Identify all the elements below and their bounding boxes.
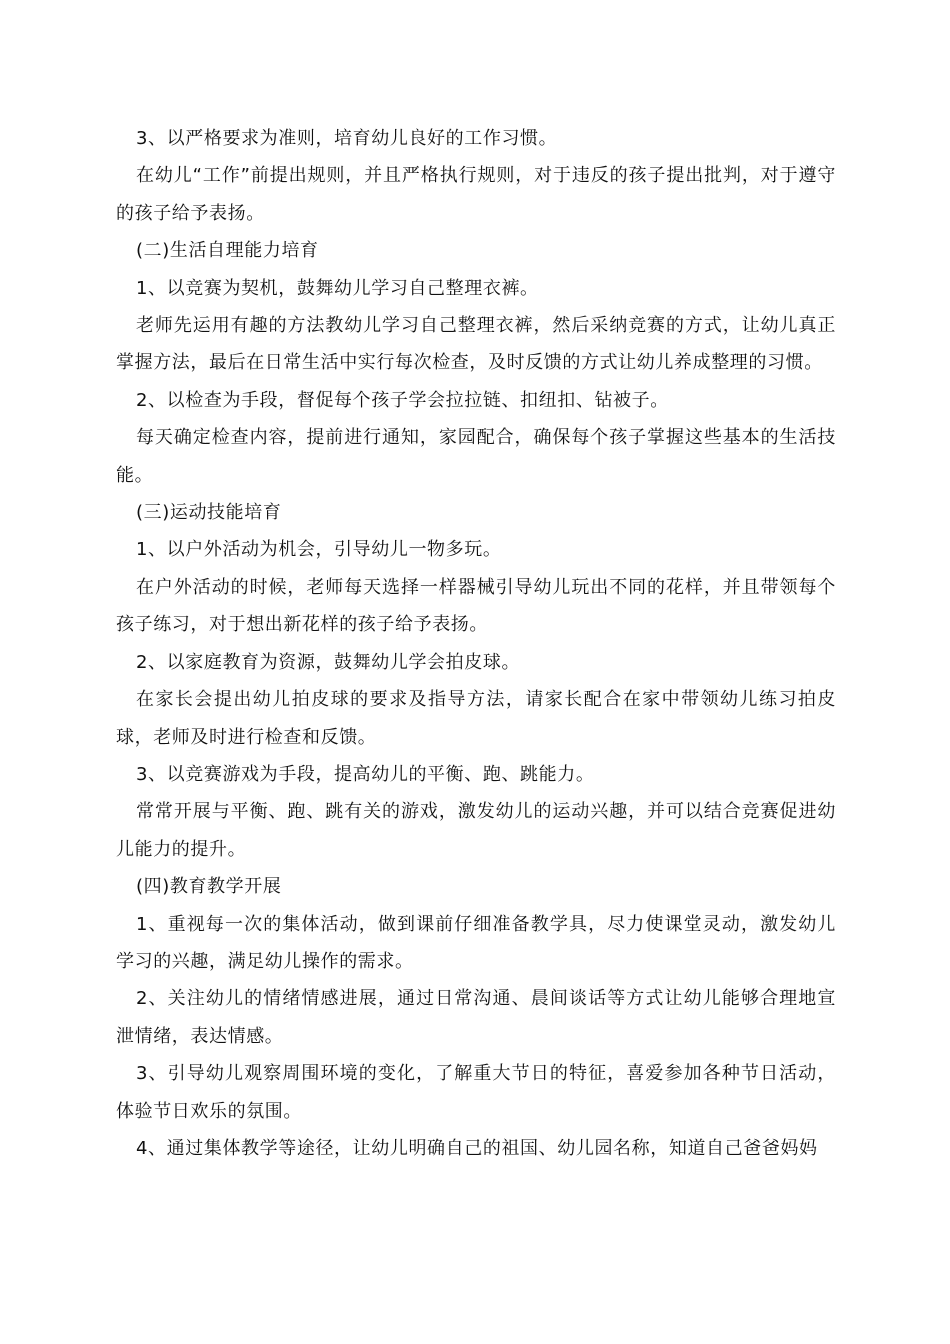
list-item-motherland: 4、通过集体教学等途径，让幼儿明确自己的祖国、幼儿园名称，知道自己爸爸妈妈 [136, 1137, 818, 1159]
paragraph-work-rules: 在幼儿“工作”前提出规则，并且严格执行规则，对于违反的孩子提出批判，对于遵守的孩子给予表扬。 [116, 165, 836, 224]
list-item-festivals: 3、引导幼儿观察周围环境的变化，了解重大节日的特征，喜爱参加各种节日活动，体验节日欢乐的氛围。 [116, 1063, 836, 1122]
list-item-competition-clothes: 1、以竞赛为契机，鼓舞幼儿学习自己整理衣裤。 [136, 277, 539, 299]
document-body [116, 120, 836, 1167]
list-item-group-activities: 1、重视每一次的集体活动，做到课前仔细准备教学具，尽力使课堂灵动，激发幼儿学习的兴趣，满足幼儿操作的需求。 [116, 913, 836, 972]
list-item-strict-rules: 3、以严格要求为准则，培育幼儿良好的工作习惯。 [136, 128, 558, 149]
list-item-competition-games: 3、以竞赛游戏为手段，提高幼儿的平衡、跑、跳能力。 [136, 763, 595, 785]
paragraph-outdoor-equipment: 在户外活动的时候，老师每天选择一样器械引导幼儿玩出不同的花样，并且带领每个孩子练习，对于想出新花样的孩子给予表扬。 [116, 576, 836, 636]
paragraph-clothes-method: 老师先运用有趣的方法教幼儿学习自己整理衣裤，然后采纳竞赛的方式，让幼儿真正掌握方法，最后在日常生活中实行每次检查，及时反馈的方式让幼儿养成整理的习惯。 [116, 315, 836, 374]
section-heading-motor-skills: (三)运动技能培育 [136, 502, 282, 524]
list-item-emotions: 2、关注幼儿的情绪情感进展，通过日常沟通、晨间谈话等方式让幼儿能够合理地宣泄情绪，表达情感。 [116, 988, 836, 1047]
paragraph-parent-meeting: 在家长会提出幼儿拍皮球的要求及指导方法，请家长配合在家中带领幼儿练习拍皮球，老师及时进行检查和反馈。 [116, 689, 836, 748]
section-heading-teaching: (四)教育教学开展 [136, 876, 282, 898]
paragraph-balance-games: 常常开展与平衡、跑、跳有关的游戏，激发幼儿的运动兴趣，并可以结合竞赛促进幼儿能力的提升。 [116, 801, 836, 860]
list-item-bounce-ball: 2、以家庭教育为资源，鼓舞幼儿学会拍皮球。 [136, 651, 521, 673]
section-heading-self-care: (二)生活自理能力培育 [136, 240, 319, 262]
paragraph-daily-inspection: 每天确定检查内容，提前进行通知，家园配合，确保每个孩子掌握这些基本的生活技能。 [116, 427, 836, 486]
list-item-outdoor-play: 1、以户外活动为机会，引导幼儿一物多玩。 [136, 539, 502, 561]
list-item-inspection: 2、以检查为手段，督促每个孩子学会拉拉链、扣纽扣、钻被子。 [136, 389, 669, 411]
